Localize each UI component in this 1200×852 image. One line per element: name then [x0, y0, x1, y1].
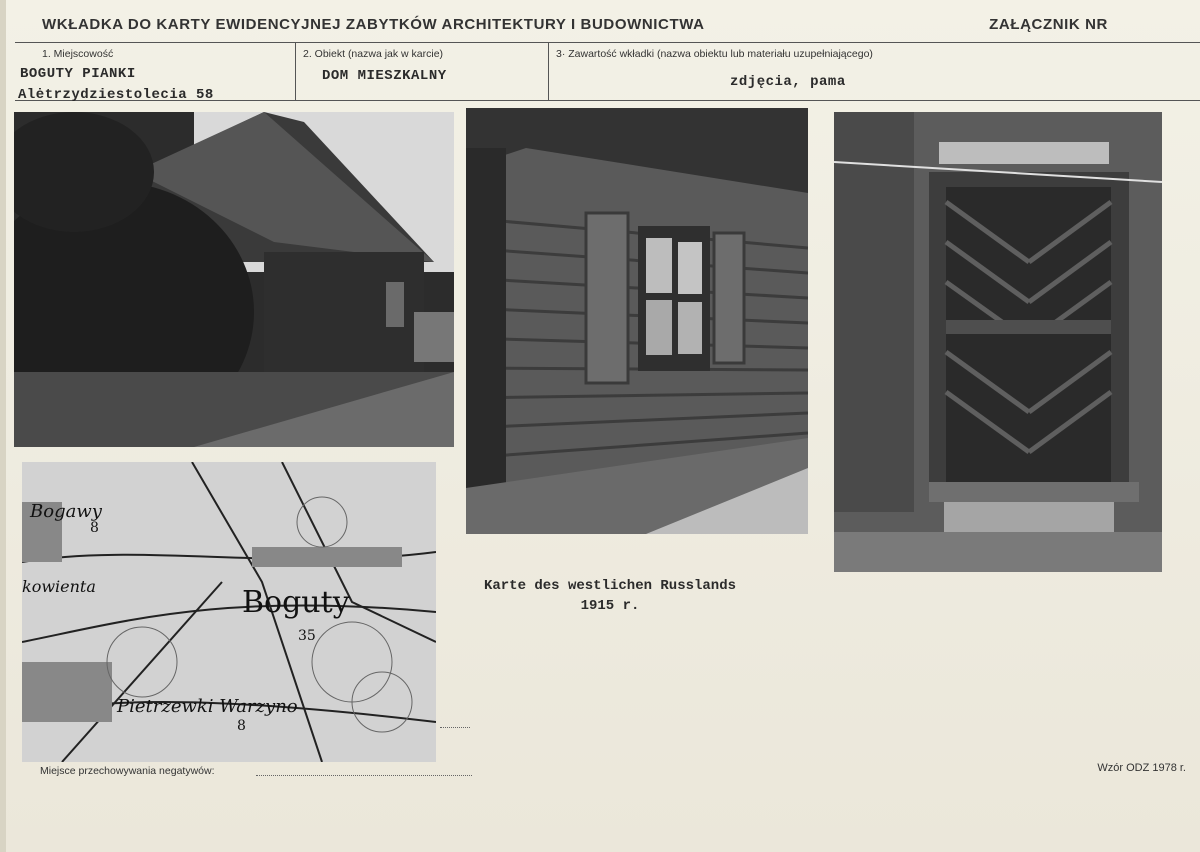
- field-divider-2: [548, 42, 549, 100]
- negatives-location-line: [256, 775, 472, 776]
- photo-house-exterior: [14, 112, 454, 447]
- photo-wooden-door: [834, 112, 1162, 572]
- historic-map: [22, 462, 436, 762]
- map-label-8b: 8: [237, 718, 246, 734]
- map-caption-title: Karte des westlichen Russlands: [483, 578, 737, 594]
- dotted-line-short: [440, 727, 470, 728]
- map-label-8a: 8: [90, 520, 99, 536]
- header-rule: [15, 42, 1200, 43]
- object-label: 2. Obiekt (nazwa jak w karcie): [303, 48, 444, 60]
- map-label-pietrzewki: Pietrzewki Warzyno: [117, 696, 298, 717]
- sheet-edge: [0, 0, 6, 852]
- annex-label: ZAŁĄCZNIK NR: [989, 16, 1108, 33]
- photo-log-wall-window: [466, 108, 808, 534]
- contents-label: 3· Zawartość wkładki (nazwa obiektu lub materiału uzupełniającego): [556, 48, 873, 60]
- map-caption-year: 1915 r.: [580, 598, 640, 614]
- form-title: WKŁADKA DO KARTY EWIDENCYJNEJ ZABYTKÓW ARCHITEKTURY I BUDOWNICTWA: [42, 16, 705, 33]
- negatives-location-label: Miejsce przechowywania negatywów:: [40, 765, 215, 777]
- locality-label: 1. Miejscowość: [42, 48, 114, 60]
- map-label-boguty: Boguty: [242, 585, 350, 620]
- map-label-bogawy: Bogawy: [30, 501, 102, 522]
- map-label-kowienta: kowienta: [22, 577, 96, 596]
- contents-value: zdjęcia, pama: [730, 74, 846, 90]
- locality-value: BOGUTY PIANKI: [20, 66, 136, 82]
- form-version: Wzór ODZ 1978 r.: [1097, 762, 1186, 774]
- map-label-35: 35: [298, 628, 316, 644]
- locality-address: Alėtrzydziestolecia 58: [18, 87, 214, 103]
- field-divider-1: [295, 42, 296, 100]
- object-value: DOM MIESZKALNY: [322, 68, 447, 84]
